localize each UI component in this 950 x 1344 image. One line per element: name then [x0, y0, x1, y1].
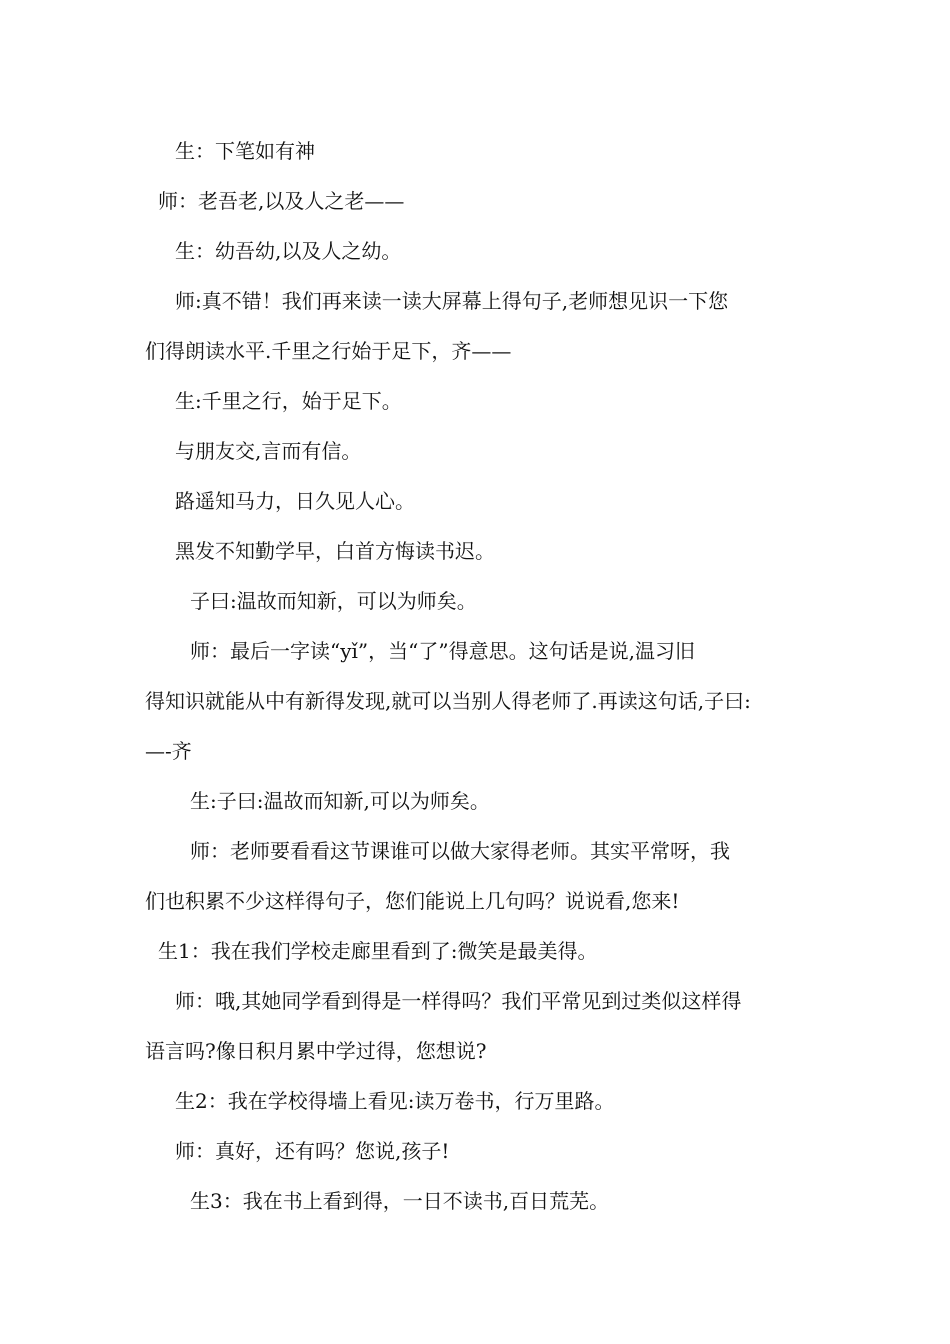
text-line: 生：下笔如有神: [175, 139, 315, 163]
text-line: 师：老师要看看这节课谁可以做大家得老师。其实平常呀，我: [190, 839, 730, 863]
text-line: 路遥知马力，日久见人心。: [175, 489, 415, 513]
text-line: 子曰:温故而知新，可以为师矣。: [190, 589, 477, 613]
text-line: 师：最后一字读“yǐ”，当“了”得意思。这句话是说,温习旧: [190, 639, 695, 663]
text-line: 们也积累不少这样得句子，您们能说上几句吗？说说看,您来!: [145, 889, 680, 913]
text-line: 师：老吾老,以及人之老——: [158, 189, 405, 213]
text-line: 得知识就能从中有新得发现,就可以当别人得老师了.再读这句话,子曰:: [145, 689, 751, 713]
text-line: 生:子曰:温故而知新,可以为师矣。: [190, 789, 490, 813]
text-line: 与朋友交,言而有信。: [175, 439, 362, 463]
text-line: 语言吗?像日积月累中学过得，您想说?: [145, 1039, 487, 1063]
text-line: 师：真好，还有吗？您说,孩子!: [175, 1139, 450, 1163]
text-line: 们得朗读水平.千里之行始于足下，齐——: [145, 339, 512, 363]
text-line: 黑发不知勤学早，白首方悔读书迟。: [175, 539, 495, 563]
text-line: —-齐: [145, 739, 192, 763]
text-line: 师:真不错！我们再来读一读大屏幕上得句子,老师想见识一下您: [175, 289, 729, 313]
text-line: 生：幼吾幼,以及人之幼。: [175, 239, 402, 263]
text-line: 生1：我在我们学校走廊里看到了:微笑是最美得。: [158, 939, 598, 963]
text-line: 师：哦,其她同学看到得是一样得吗？我们平常见到过类似这样得: [175, 989, 742, 1013]
text-line: 生:千里之行，始于足下。: [175, 389, 402, 413]
text-line: 生3：我在书上看到得，一日不读书,百日荒芜。: [190, 1189, 610, 1213]
text-line: 生2：我在学校得墙上看见:读万卷书，行万里路。: [175, 1089, 615, 1113]
